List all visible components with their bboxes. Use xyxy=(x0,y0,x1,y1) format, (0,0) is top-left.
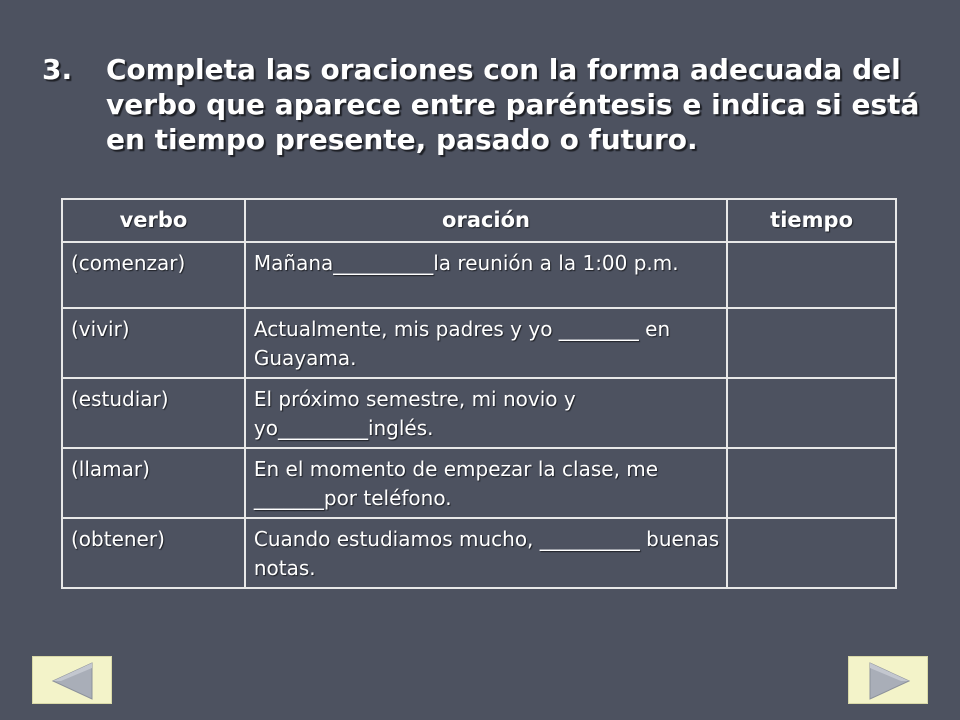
instruction-number: 3. xyxy=(42,53,73,86)
tense-cell[interactable] xyxy=(727,448,896,518)
verb-cell: (obtener) xyxy=(62,518,245,588)
table-row xyxy=(62,378,896,448)
sentence-cell: Actualmente, mis padres y yo ________ en Guayama. xyxy=(245,308,727,378)
sentence-cell: Cuando estudiamos mucho, __________ buenas notas. xyxy=(245,518,727,588)
tense-cell[interactable] xyxy=(727,308,896,378)
tense-cell[interactable] xyxy=(727,378,896,448)
exercise-table xyxy=(61,198,897,589)
sentence-cell: Mañana__________la reunión a la 1:00 p.m. xyxy=(245,242,727,308)
header-verbo: verbo xyxy=(62,199,245,242)
sentence-cell: El próximo semestre, mi novio y yo_________inglés. xyxy=(245,378,727,448)
header-oracion: oración xyxy=(245,199,727,242)
verb-cell: (comenzar) xyxy=(62,242,245,308)
tense-cell[interactable] xyxy=(727,518,896,588)
tense-cell[interactable] xyxy=(727,242,896,308)
verb-cell: (estudiar) xyxy=(62,378,245,448)
table-row xyxy=(62,242,896,308)
table-header-row xyxy=(62,199,896,242)
instruction xyxy=(42,52,922,157)
header-tiempo: tiempo xyxy=(727,199,896,242)
next-slide-button[interactable] xyxy=(848,656,928,704)
table-row xyxy=(62,518,896,588)
instruction-text: Completa las oraciones con la forma adecuada del verbo que aparece entre paréntesis e indica si está en tiempo presente, pasado o futuro. xyxy=(106,53,920,156)
previous-slide-button[interactable] xyxy=(32,656,112,704)
verb-cell: (vivir) xyxy=(62,308,245,378)
table-row xyxy=(62,448,896,518)
table-row xyxy=(62,308,896,378)
triangle-right-icon xyxy=(849,657,929,705)
verb-cell: (llamar) xyxy=(62,448,245,518)
triangle-left-icon xyxy=(33,657,113,705)
sentence-cell: En el momento de empezar la clase, me _______por teléfono. xyxy=(245,448,727,518)
